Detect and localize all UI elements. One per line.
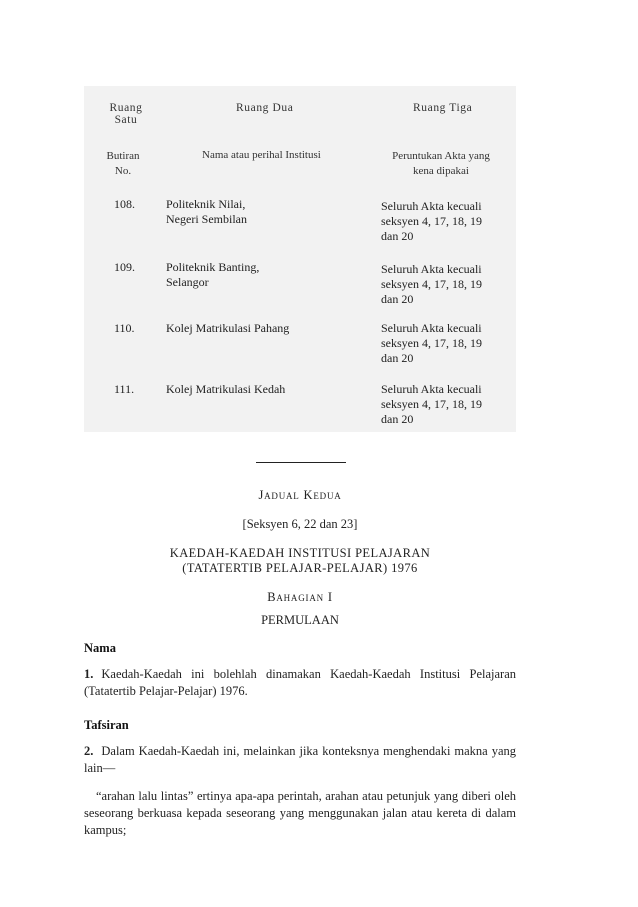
section-divider [256,462,346,463]
rules-title-line-1: KAEDAH-KAEDAH INSTITUSI PELAJARAN [169,546,431,560]
row-111-name: Kolej Matrikulasi Kedah [166,382,286,396]
subheader-peruntukan: Peruntukan Akta yang kena dipakai [392,150,490,177]
paragraph-1 [84,666,516,700]
paragraph-2-number: 2. [84,744,94,758]
row-108-scope: Seluruh Akta kecuali seksyen 4, 17, 18, 19 dan 20 [381,199,482,243]
row-110-name: Kolej Matrikulasi Pahang [166,321,290,335]
row-110-scope: Seluruh Akta kecuali seksyen 4, 17, 18, 19 dan 20 [381,321,482,365]
paragraph-2-text: Dalam Kaedah-Kaedah ini, melainkan jika konteksnya menghendaki makna yang lain— [84,744,516,775]
rules-title-line-2: (TATATERTIB PELAJAR-PELAJAR) 1976 [182,561,418,575]
part-label: Bahagian I [267,590,333,604]
schedule-sections: [Seksyen 6, 22 dan 23] [242,517,358,531]
row-109-name: Politeknik Banting, Selangor [166,260,260,289]
schedule-table [84,86,516,432]
heading-nama: Nama [84,641,116,655]
row-108-number: 108. [114,197,135,211]
heading-tafsiran: Tafsiran [84,718,129,732]
schedule-title: Jadual Kedua [258,488,342,502]
part-title: PERMULAAN [261,613,339,627]
row-109-scope: Seluruh Akta kecuali seksyen 4, 17, 18, 19 dan 20 [381,262,482,306]
row-108-name: Politeknik Nilai, Negeri Sembilan [166,197,247,226]
subheader-butiran: Butiran No. [106,150,140,177]
row-110-number: 110. [114,321,135,335]
row-111-scope: Seluruh Akta kecuali seksyen 4, 17, 18, 19 dan 20 [381,382,482,426]
header-ruang-dua: Ruang Dua [236,102,294,114]
header-ruang-tiga: Ruang Tiga [413,102,473,114]
paragraph-1-text: Kaedah-Kaedah ini bolehlah dinamakan Kaedah-Kaedah Institusi Pelajaran (Tatatertib Pelajar-Pelajar) 1976. [84,667,516,698]
header-ruang-satu: Ruang Satu [109,102,143,126]
subheader-nama-institusi: Nama atau perihal Institusi [202,149,321,161]
row-111-number: 111. [114,382,135,396]
paragraph-definition: “arahan lalu lintas” ertinya apa-apa perintah, arahan atau petunjuk yang diberi oleh seseorang berkuasa kepada seseorang yang menggunakan jalan atau kereta di dalam kampus; [84,789,516,837]
row-109-number: 109. [114,260,135,274]
paragraph-1-number: 1. [84,667,94,681]
paragraph-2 [84,743,516,777]
